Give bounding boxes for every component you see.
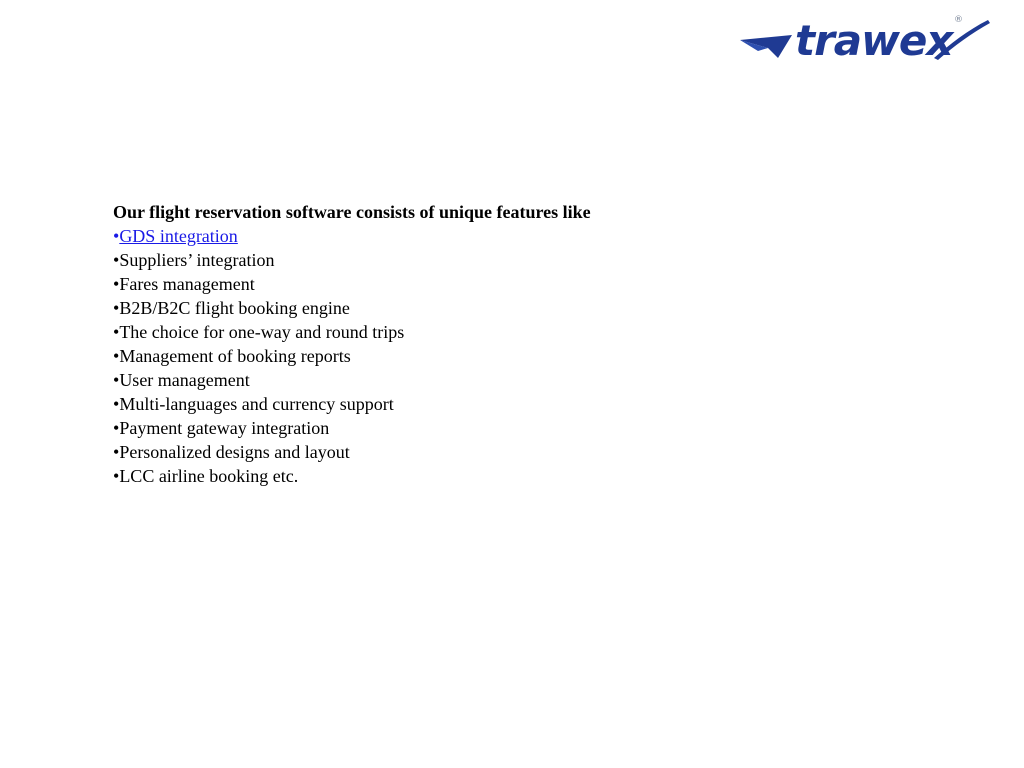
list-item (113, 440, 913, 464)
list-item (113, 368, 913, 392)
list-item-text: Payment gateway integration (119, 418, 330, 438)
list-item-text: The choice for one-way and round trips (119, 322, 405, 342)
list-item-text: Multi-languages and currency support (119, 394, 394, 414)
list-item-text: Personalized designs and layout (119, 442, 350, 462)
list-item (113, 416, 913, 440)
section-heading: Our flight reservation software consists of unique features like (113, 202, 591, 222)
feature-list-section (113, 200, 913, 488)
list-item (113, 320, 913, 344)
list-item (113, 248, 913, 272)
bullet: • (113, 442, 120, 462)
list-item-text: Suppliers’ integration (119, 250, 275, 270)
list-item-text: Management of booking reports (119, 346, 351, 366)
bullet: • (113, 250, 120, 270)
list-item (113, 272, 913, 296)
list-item (113, 296, 913, 320)
bullet: • (113, 226, 120, 246)
bullet: • (113, 370, 120, 390)
list-item-text: User management (119, 370, 250, 390)
feature-list (113, 224, 913, 488)
list-item (113, 344, 913, 368)
list-item (113, 464, 913, 488)
registered-mark: ® (954, 15, 963, 25)
gds-integration-link[interactable]: GDS integration (119, 226, 238, 246)
bullet: • (113, 418, 120, 438)
trawex-logo (738, 14, 994, 68)
list-item-text: LCC airline booking etc. (119, 466, 299, 486)
list-item-text: B2B/B2C flight booking engine (119, 298, 350, 318)
bullet: • (113, 298, 120, 318)
list-item (113, 224, 913, 248)
bullet: • (113, 394, 120, 414)
bullet: • (113, 346, 120, 366)
bullet: • (113, 466, 120, 486)
list-item-text: Fares management (119, 274, 255, 294)
list-item (113, 392, 913, 416)
logo-wordmark: trawex (795, 16, 953, 65)
bullet: • (113, 322, 120, 342)
bullet: • (113, 274, 120, 294)
